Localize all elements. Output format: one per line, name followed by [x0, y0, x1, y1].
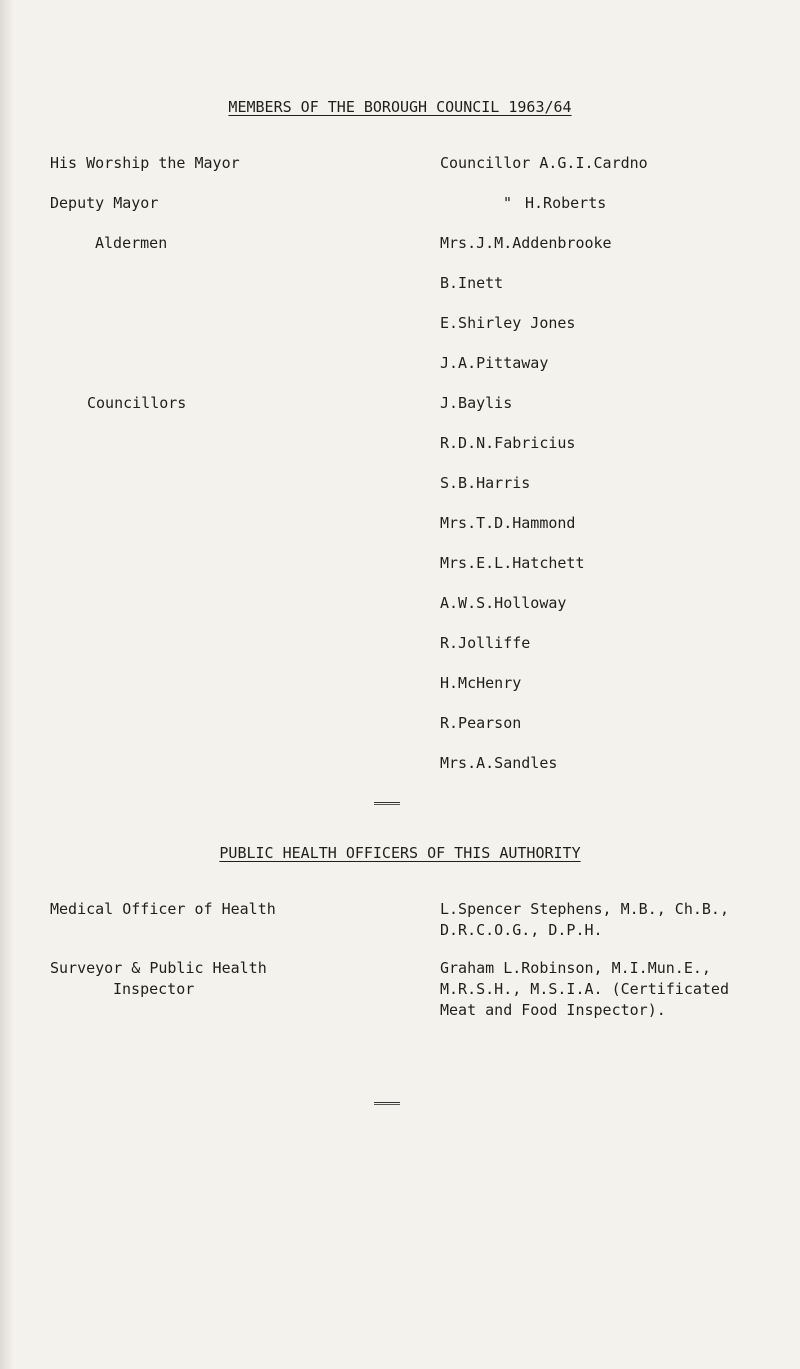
aldermen-role: Aldermen [95, 234, 168, 252]
medical-officer-name-line: L.Spencer Stephens, M.B., Ch.B., [440, 900, 729, 918]
councillor-name: A.W.S.Holloway [440, 594, 567, 612]
ditto-mark: " [503, 194, 513, 212]
alderman-name: E.Shirley Jones [440, 314, 576, 332]
councillor-name: J.Baylis [440, 394, 513, 412]
councillor-name: S.B.Harris [440, 474, 531, 492]
councillor-name: H.McHenry [440, 674, 522, 692]
surveyor-role-line: Surveyor & Public Health [50, 959, 267, 977]
mayor-role: His Worship the Mayor [50, 154, 240, 172]
council-heading: MEMBERS OF THE BOROUGH COUNCIL 1963/64 [228, 98, 572, 116]
surveyor-name-line: M.R.S.H., M.S.I.A. (Certificated [440, 980, 729, 998]
page-edge-shadow [0, 0, 14, 1369]
councillor-name: Mrs.E.L.Hatchett [440, 554, 585, 572]
health-officers-heading: PUBLIC HEALTH OFFICERS OF THIS AUTHORITY [219, 844, 581, 862]
deputy-mayor-role: Deputy Mayor [50, 194, 159, 212]
mayor-name: Councillor A.G.I.Cardno [440, 154, 648, 172]
councillor-name: R.D.N.Fabricius [440, 434, 576, 452]
medical-officer-role: Medical Officer of Health [50, 900, 276, 918]
surveyor-role-line: Inspector [113, 980, 195, 998]
councillor-name: Mrs.T.D.Hammond [440, 514, 576, 532]
alderman-name: J.A.Pittaway [440, 354, 549, 372]
separator-rule [374, 1102, 400, 1103]
councillor-name: Mrs.A.Sandles [440, 754, 558, 772]
surveyor-name-line: Meat and Food Inspector). [440, 1001, 666, 1019]
separator-rule [374, 802, 400, 803]
deputy-mayor-name: H.Roberts [525, 194, 607, 212]
alderman-name: B.Inett [440, 274, 504, 292]
councillors-role: Councillors [87, 394, 187, 412]
alderman-name: Mrs.J.M.Addenbrooke [440, 234, 612, 252]
councillor-name: R.Pearson [440, 714, 522, 732]
councillor-name: R.Jolliffe [440, 634, 531, 652]
medical-officer-name-line: D.R.C.O.G., D.P.H. [440, 921, 603, 939]
surveyor-name-line: Graham L.Robinson, M.I.Mun.E., [440, 959, 711, 977]
